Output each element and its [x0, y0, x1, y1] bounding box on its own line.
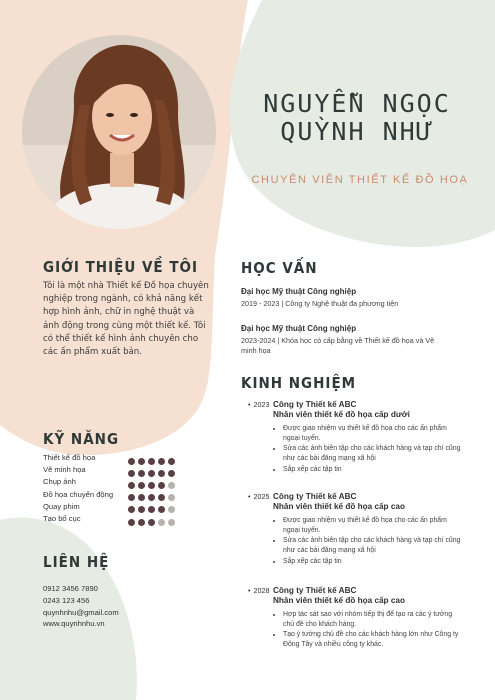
bullet-item: • Tạo ý tưởng chủ đề cho các khách hàng lớn như Công ty Đông Tây và nhiều công ty khác. [283, 630, 461, 649]
skill-rating-row [128, 455, 178, 467]
experience-position: Nhân viên thiết kế đồ họa cấp cao [273, 596, 405, 605]
bullet-item: • Được giao nhiệm vụ thiết kế đồ họa cho các ấn phẩm ngoại tuyến. [283, 516, 461, 535]
name-line-1: NGUYỄN NGỌC [263, 89, 451, 118]
education-title: Đại học Mỹ thuật Công nghiệp [241, 324, 357, 333]
rating-dot-filled [158, 506, 165, 513]
contact-list [43, 583, 119, 630]
rating-dot-empty [168, 519, 175, 526]
education-heading: HỌC VẤN [241, 259, 318, 277]
education-detail: 2023-2024 | Khóa học có cấp bằng về Thiết kế đồ họa và Vẽ minh họa [241, 336, 435, 355]
rating-dot-filled [128, 470, 135, 477]
education-item [241, 286, 441, 309]
rating-dot-empty [168, 506, 175, 513]
experience-company: Công ty Thiết kế ABC [273, 492, 357, 501]
skill-rating-row [128, 479, 178, 491]
rating-dot-filled [148, 494, 155, 501]
education-title: Đại học Mỹ thuật Công nghiệp [241, 287, 357, 296]
contact-phone-1: 0912 3456 7890 [43, 584, 98, 593]
experience-company: Công ty Thiết kế ABC [273, 400, 357, 409]
rating-dot-empty [158, 519, 165, 526]
about-heading: GIỚI THIỆU VỀ TÔI [43, 258, 199, 276]
rating-dot-filled [158, 494, 165, 501]
experience-heading: KINH NGHIỆM [241, 374, 357, 392]
experience-year: • 2028 [248, 586, 270, 596]
bullet-item: • Sửa các ảnh biên tập cho các khách hàng và tạp chí cũng như các bài đăng mạng xã hội [283, 444, 461, 463]
rating-dot-filled [148, 470, 155, 477]
education-detail: 2019 - 2023 | Công ty Nghệ thuật đa phương tiện [241, 299, 399, 308]
skill-item: Vẽ minh họa [43, 465, 86, 475]
rating-dot-filled [158, 458, 165, 465]
skill-rating-dots [128, 455, 178, 528]
contact-phone-2: 0243 123 456 [43, 595, 90, 605]
rating-dot-filled [158, 470, 165, 477]
rating-dot-filled [138, 494, 145, 501]
skill-item: Chụp ảnh [43, 477, 76, 487]
rating-dot-filled [168, 458, 175, 465]
skill-rating-row [128, 492, 178, 504]
contact-email[interactable]: quynhnhu@gmail.com [43, 607, 119, 617]
rating-dot-empty [168, 482, 175, 489]
rating-dot-filled [138, 482, 145, 489]
bullet-item: • Hợp tác sát sao với nhóm tiếp thị để tạo ra các ý tưởng chủ đề cho khách hàng. [283, 610, 461, 629]
experience-bullets [273, 516, 461, 568]
about-text: Tôi là một nhà Thiết kế Đồ họa chuyên nghiệp trong ngành, có khả năng kết hợp hình ảnh, chữ in nghệ thuật và ảnh động trong cùng một thiết kế. Tôi có thể thiết kế hình ảnh chuyên cho các ấn phẩm xuất bản. [43, 281, 209, 358]
experience-year: • 2025 [248, 492, 270, 502]
skill-rating-row [128, 467, 178, 479]
experience-bullets [273, 610, 461, 651]
portrait-illustration [22, 35, 216, 229]
contact-website[interactable]: www.quynhnhu.vn [43, 619, 105, 629]
rating-dot-empty [168, 494, 175, 501]
rating-dot-filled [138, 458, 145, 465]
skills-heading: KỸ NĂNG [43, 430, 120, 448]
rating-dot-filled [168, 470, 175, 477]
skill-item: Tạo bố cục [43, 514, 81, 524]
rating-dot-filled [128, 482, 135, 489]
skill-item: Đồ họa chuyển động [43, 489, 114, 499]
rating-dot-filled [148, 482, 155, 489]
skill-rating-row [128, 504, 178, 516]
bullet-item: • Được giao nhiệm vụ thiết kế đồ họa cho các ấn phẩm ngoại tuyến. [283, 424, 461, 443]
portrait-photo [22, 35, 216, 229]
rating-dot-filled [148, 519, 155, 526]
skill-item: Thiết kế đồ họa [43, 453, 96, 462]
experience-year: • 2023 [248, 400, 270, 410]
job-title: CHUYÊN VIÊN THIẾT KẾ ĐỒ HOẠ [251, 174, 469, 186]
education-item [241, 323, 441, 356]
experience-company: Công ty Thiết kế ABC [273, 586, 357, 595]
bullet-item: • Sắp xếp các tập tin [283, 465, 461, 475]
rating-dot-filled [138, 519, 145, 526]
rating-dot-filled [128, 519, 135, 526]
bullet-item: • Sửa các ảnh biên tập cho các khách hàng và tạp chí cũng như các bài đăng mạng xã hội [283, 536, 461, 555]
skills-list [43, 452, 133, 525]
rating-dot-filled [128, 458, 135, 465]
rating-dot-filled [148, 506, 155, 513]
rating-dot-filled [158, 482, 165, 489]
name-line-2: QUỲNH NHƯ [280, 117, 434, 146]
rating-dot-filled [138, 506, 145, 513]
rating-dot-filled [138, 470, 145, 477]
experience-position: Nhân viên thiết kế đồ họa cấp dưới [273, 410, 410, 419]
contact-heading: LIÊN HỆ [43, 553, 110, 571]
experience-bullets [273, 424, 461, 476]
bullet-item: • Sắp xếp các tập tin [283, 557, 461, 567]
skill-rating-row [128, 516, 178, 528]
rating-dot-filled [128, 494, 135, 501]
rating-dot-filled [128, 506, 135, 513]
experience-position: Nhân viên thiết kế đồ họa cấp cao [273, 502, 405, 511]
rating-dot-filled [148, 458, 155, 465]
skill-item: Quay phim [43, 501, 80, 511]
